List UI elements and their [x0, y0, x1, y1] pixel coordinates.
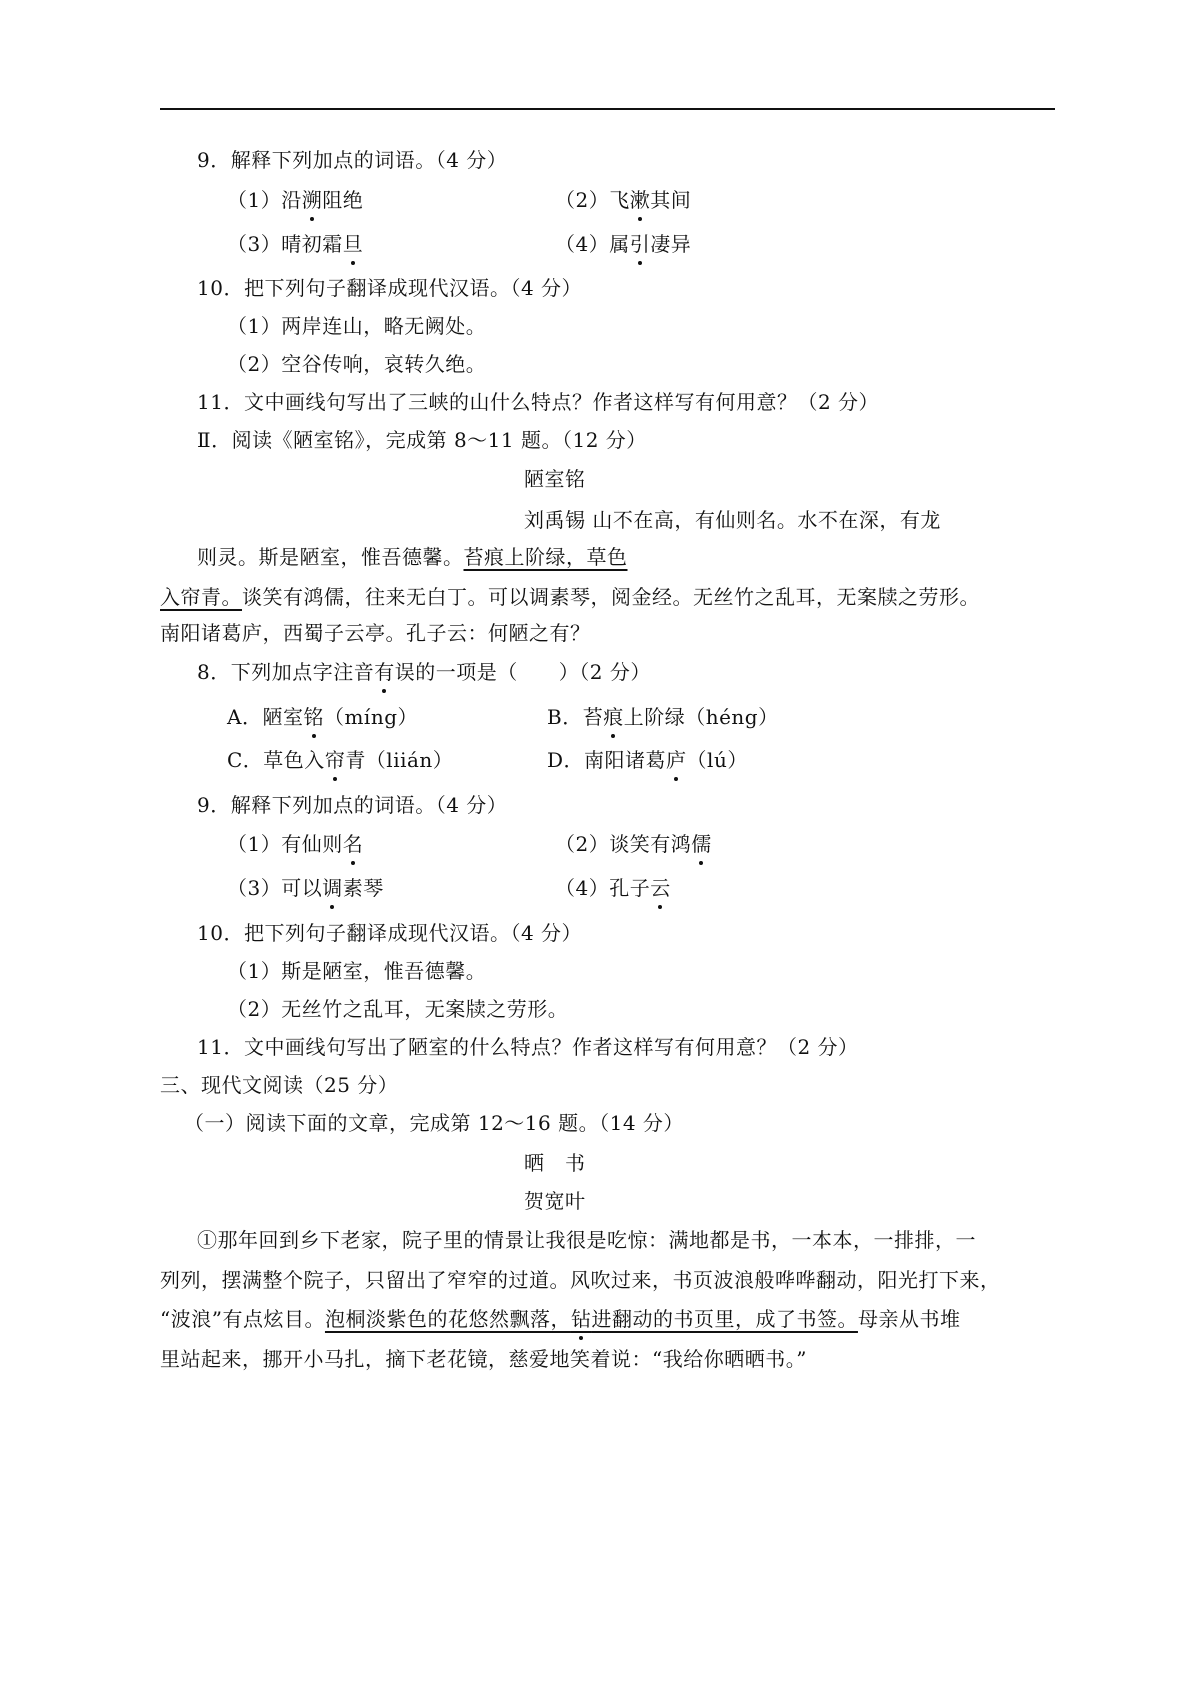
q9a-option-4: （4）属引凄异	[555, 229, 691, 259]
q9b-option-4: （4）孔子云	[555, 873, 671, 903]
q11a: 11．文中画线句写出了三峡的山什么特点？作者这样写有何用意？（2 分）	[197, 390, 880, 414]
q8-option-b: B．苔痕上阶绿（héng）	[547, 702, 779, 732]
q10b-sentence-2: （2）无丝竹之乱耳，无案牍之劳形。	[227, 997, 569, 1021]
q9b-option-3: （3）可以调素琴	[227, 873, 384, 903]
q8-option-c: C．草色入帘青（liián）	[227, 745, 453, 775]
part2-title: Ⅱ．阅读《陋室铭》，完成第 8～11 题。（12 分）	[197, 428, 647, 452]
q10b-sentence-1: （1）斯是陋室，惟吾德馨。	[227, 959, 487, 983]
q10a-sentence-2: （2）空谷传响，哀转久绝。	[227, 352, 487, 376]
q9a-option-2: （2）飞漱其间	[555, 185, 691, 215]
q10a-sentence-1: （1）两岸连山，略无阙处。	[227, 314, 487, 338]
essay-title: 晒 书	[524, 1151, 586, 1175]
q8-option-a: A．陋室铭（míng）	[227, 702, 418, 732]
paragraph-1-line-1: ①那年回到乡下老家，院子里的情景让我很是吃惊：满地都是书，一本本，一排排，一	[197, 1228, 976, 1252]
q9b-option-1: （1）有仙则名	[227, 829, 363, 859]
paragraph-1-line-4: 里站起来，挪开小马扎，摘下老花镜，慈爱地笑着说：“我给你晒晒书。”	[160, 1347, 807, 1371]
q10b-title: 10．把下列句子翻译成现代汉语。（4 分）	[197, 921, 583, 945]
q9b-option-2: （2）谈笑有鸿儒	[555, 829, 712, 859]
essay-author: 贺宽叶	[524, 1189, 586, 1213]
subsection-1-title: （一）阅读下面的文章，完成第 12～16 题。（14 分）	[184, 1111, 684, 1135]
q9b-title: 9．解释下列加点的词语。（4 分）	[197, 793, 508, 817]
q11b: 11．文中画线句写出了陋室的什么特点？作者这样写有何用意？（2 分）	[197, 1035, 859, 1059]
q8-title: 8．下列加点字注音有误的一项是（ ）（2 分）	[197, 657, 651, 687]
lsm-line-2: 则灵。斯是陋室，惟吾德馨。苔痕上阶绿，草色	[197, 545, 628, 569]
lsm-line-4: 南阳诸葛庐，西蜀子云亭。孔子云：何陋之有？	[160, 621, 591, 645]
q8-option-d: D．南阳诸葛庐（lú）	[547, 745, 748, 775]
q9a-option-1: （1）沿溯阻绝	[227, 185, 363, 215]
lsm-line-3: 入帘青。谈笑有鸿儒，往来无白丁。可以调素琴，阅金经。无丝竹之乱耳，无案牍之劳形。	[160, 585, 980, 609]
lsm-title: 陋室铭	[524, 467, 586, 491]
paragraph-1-line-3: “波浪”有点炫目。泡桐淡紫色的花悠然飘落，钻进翻动的书页里，成了书签。母亲从书堆	[160, 1304, 960, 1334]
section-3-title: 三、现代文阅读（25 分）	[160, 1073, 399, 1097]
q9a-option-3: （3）晴初霜旦	[227, 229, 363, 259]
header-rule	[160, 108, 1055, 110]
lsm-line-1: 刘禹锡 山不在高，有仙则名。水不在深，有龙	[524, 508, 941, 532]
paragraph-1-line-2: 列列，摆满整个院子，只留出了窄窄的过道。风吹过来，书页波浪般哗哗翻动，阳光打下来，	[160, 1268, 1001, 1292]
q10a-title: 10．把下列句子翻译成现代汉语。（4 分）	[197, 276, 583, 300]
q9a-title: 9．解释下列加点的词语。（4 分）	[197, 148, 508, 172]
